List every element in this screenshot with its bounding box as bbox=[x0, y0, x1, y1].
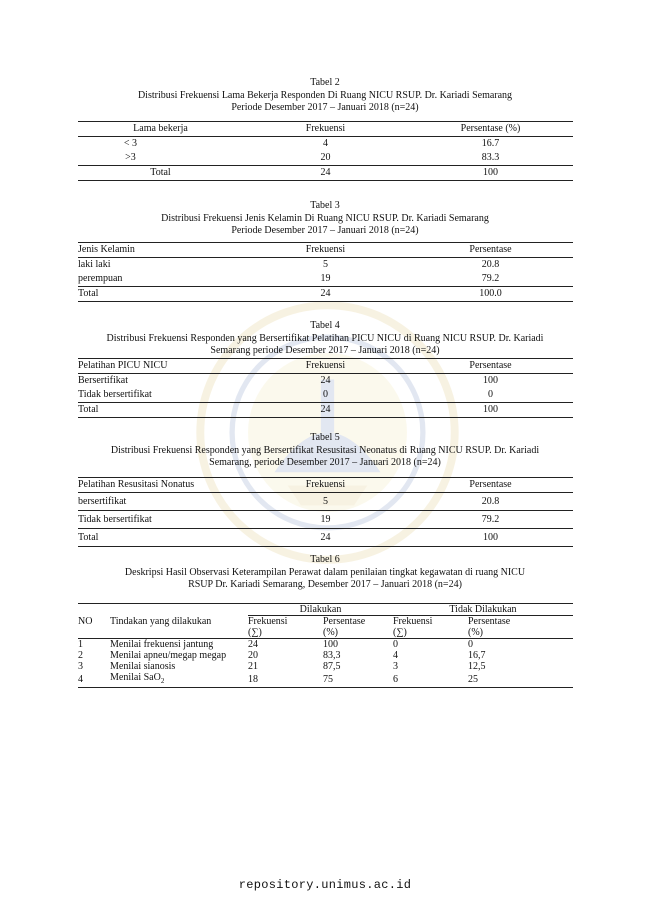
tabel6-caption-line2: RSUP Dr. Kariadi Semarang, Desember 2017 – Januari 2018 (n=24) bbox=[188, 579, 462, 590]
tabel4-caption-line1: Distribusi Frekuensi Responden yang Bersertifikat Pelatihan PICU NICU di Ruang NICU RSUP. Dr. Kariadi bbox=[106, 332, 544, 344]
header-cell: Lama bekerja bbox=[133, 123, 188, 134]
table-total-row bbox=[78, 166, 573, 181]
table-cell: 21 bbox=[248, 661, 258, 672]
table-group-header-row bbox=[78, 604, 573, 616]
table-cell: 20 bbox=[248, 650, 258, 661]
header-cell: Persentase bbox=[469, 244, 512, 255]
table-cell: 20 bbox=[320, 152, 331, 163]
table-total-row bbox=[78, 529, 573, 547]
tabel2-title: Tabel 2 bbox=[310, 77, 340, 88]
table-cell: 0 bbox=[488, 389, 493, 400]
header-cell: Persentase bbox=[469, 360, 512, 371]
tidak-dilakukan-header: Tidak Dilakukan bbox=[393, 604, 573, 616]
header-cell: Persentase bbox=[469, 479, 512, 490]
header-cell: Frekuensi bbox=[305, 479, 346, 490]
table-cell: Bersertifikat bbox=[78, 375, 128, 386]
table-cell: 6 bbox=[393, 674, 398, 685]
table-cell: bersertifikat bbox=[78, 495, 127, 507]
table-header-row bbox=[78, 359, 573, 374]
header-cell: (∑) bbox=[248, 627, 262, 638]
table-cell: 79.2 bbox=[481, 513, 500, 525]
tabel2-table bbox=[78, 121, 573, 181]
table-cell: 4 bbox=[78, 674, 83, 685]
tabel6-caption bbox=[70, 554, 580, 592]
table-cell: 0 bbox=[323, 389, 328, 400]
table-cell: 0 bbox=[393, 639, 398, 650]
table-header-row bbox=[78, 478, 573, 493]
table-row bbox=[78, 272, 573, 287]
table-cell: 100 bbox=[483, 531, 498, 543]
table-cell: Total bbox=[78, 404, 99, 415]
table-row bbox=[78, 151, 573, 166]
tabel4-table bbox=[78, 358, 573, 418]
table-cell: 3 bbox=[393, 661, 398, 672]
table-cell: 19 bbox=[320, 513, 331, 525]
table-row bbox=[78, 511, 573, 529]
tabel3-table bbox=[78, 242, 573, 302]
table-cell: 4 bbox=[323, 138, 328, 149]
table-header-row bbox=[78, 243, 573, 258]
table-cell: laki laki bbox=[78, 259, 111, 270]
table-cell: Total bbox=[78, 531, 99, 543]
table-header-row bbox=[78, 122, 573, 137]
table-cell: 100 bbox=[323, 639, 338, 650]
table-cell: 83.3 bbox=[481, 152, 500, 163]
table-row bbox=[78, 650, 573, 661]
tabel6-title: Tabel 6 bbox=[310, 554, 340, 565]
table-cell: 100.0 bbox=[479, 288, 502, 299]
table-cell: 20.8 bbox=[481, 259, 500, 270]
table-cell: 83,3 bbox=[323, 650, 341, 661]
table-cell: Menilai apneu/megap megap bbox=[110, 650, 227, 661]
no-header: NO bbox=[78, 615, 93, 627]
tabel3-caption-line2: Periode Desember 2017 – Januari 2018 (n=24) bbox=[231, 225, 419, 236]
tabel2-caption-line1: Distribusi Frekuensi Lama Bekerja Responden Di Ruang NICU RSUP. Dr. Kariadi Semarang bbox=[137, 89, 513, 101]
table-cell: < 3 bbox=[123, 138, 138, 149]
header-cell: Persentase (%) bbox=[460, 123, 521, 134]
table-row bbox=[78, 258, 573, 273]
table-cell: 75 bbox=[323, 674, 333, 685]
tabel5-title: Tabel 5 bbox=[310, 432, 340, 443]
tabel5-caption-line1: Distribusi Frekuensi Responden yang Bersertifikat Resusitasi Neonatus di Ruang NICU RSUP. Dr. Kariadi bbox=[110, 444, 540, 456]
header-cell: Pelatihan Resusitasi Nonatus bbox=[78, 479, 195, 490]
table-row bbox=[78, 672, 573, 688]
table-cell bbox=[110, 672, 248, 688]
header-cell: Frekuensi bbox=[305, 244, 346, 255]
table-row bbox=[78, 639, 573, 651]
table-cell: 5 bbox=[323, 259, 328, 270]
table-cell: Menilai frekuensi jantung bbox=[110, 639, 214, 650]
table-cell: Tidak bersertifikat bbox=[78, 389, 152, 400]
tindakan-header: Tindakan yang dilakukan bbox=[110, 615, 212, 627]
table-cell: 5 bbox=[323, 495, 328, 507]
tabel3-caption bbox=[70, 200, 580, 238]
table-cell: 100 bbox=[483, 404, 498, 415]
header-cell: Frekuensi bbox=[248, 616, 288, 627]
tabel2-caption bbox=[70, 77, 580, 115]
table-cell: 16,7 bbox=[468, 650, 486, 661]
tabel6-table bbox=[78, 603, 573, 688]
table-total-row bbox=[78, 403, 573, 418]
table-row bbox=[78, 493, 573, 511]
tabel5-caption bbox=[70, 432, 580, 470]
header-cell: Frekuensi bbox=[305, 123, 346, 134]
table-row bbox=[78, 374, 573, 389]
tabel4-caption bbox=[70, 320, 580, 358]
table-cell: 25 bbox=[468, 674, 478, 685]
table-cell: 4 bbox=[393, 650, 398, 661]
table-cell: 24 bbox=[320, 404, 331, 415]
sao-subscript: 2 bbox=[160, 677, 165, 685]
table-cell: 19 bbox=[320, 273, 331, 284]
tabel4-title: Tabel 4 bbox=[310, 320, 340, 331]
table-cell: >3 bbox=[125, 152, 136, 163]
tabel6-caption-line1: Deskripsi Hasil Observasi Keterampilan Perawat dalam penilaian tingkat kegawatan di ruang NICU bbox=[124, 566, 526, 578]
table-cell: 20.8 bbox=[481, 495, 500, 507]
table-cell: 1 bbox=[78, 639, 83, 650]
table-cell: 24 bbox=[320, 288, 331, 299]
header-cell: (%) bbox=[323, 627, 338, 638]
header-cell: Persentase bbox=[323, 616, 366, 627]
table-cell: 100 bbox=[483, 375, 498, 386]
table-cell: Total bbox=[150, 167, 171, 178]
dilakukan-header: Dilakukan bbox=[248, 604, 393, 616]
header-cell: Pelatihan PICU NICU bbox=[78, 360, 168, 371]
header-cell: Frekuensi bbox=[305, 360, 346, 371]
tabel3-title: Tabel 3 bbox=[310, 200, 340, 211]
table-total-row bbox=[78, 287, 573, 302]
table-cell: 3 bbox=[78, 661, 83, 672]
header-cell: (%) bbox=[468, 627, 483, 638]
table-cell: 12,5 bbox=[468, 661, 486, 672]
tabel5-caption-line2: Semarang, periode Desember 2017 – Januari 2018 (n=24) bbox=[209, 457, 441, 468]
tabel5-table bbox=[78, 477, 573, 547]
table-cell: 24 bbox=[248, 639, 258, 650]
table-row bbox=[78, 137, 573, 152]
table-cell: 24 bbox=[320, 167, 331, 178]
table-cell: Total bbox=[78, 288, 99, 299]
tabel2-caption-line2: Periode Desember 2017 – Januari 2018 (n=24) bbox=[231, 102, 419, 113]
table-cell: 100 bbox=[483, 167, 498, 178]
table-cell: 0 bbox=[468, 639, 473, 650]
table-cell: 79.2 bbox=[481, 273, 500, 284]
table-cell: 24 bbox=[320, 531, 331, 543]
tabel4-caption-line2: Semarang periode Desember 2017 – Januari 2018 (n=24) bbox=[210, 345, 440, 356]
table-cell: 16.7 bbox=[481, 138, 500, 149]
table-row bbox=[78, 388, 573, 403]
header-cell: Persentase bbox=[468, 616, 511, 627]
table-row bbox=[78, 661, 573, 672]
sao-label: Menilai SaO bbox=[110, 672, 161, 683]
table-cell: Menilai sianosis bbox=[110, 661, 176, 672]
table-cell: 24 bbox=[320, 375, 331, 386]
table-cell: 18 bbox=[248, 674, 258, 685]
header-cell: Frekuensi bbox=[393, 616, 433, 627]
header-cell: Jenis Kelamin bbox=[78, 244, 135, 255]
table-cell: perempuan bbox=[78, 273, 123, 284]
table-cell: 87,5 bbox=[323, 661, 341, 672]
header-cell: (∑) bbox=[393, 627, 407, 638]
table-cell: 2 bbox=[78, 650, 83, 661]
repository-footer: repository.unimus.ac.id bbox=[238, 878, 412, 892]
tabel3-caption-line1: Distribusi Frekuensi Jenis Kelamin Di Ruang NICU RSUP. Dr. Kariadi Semarang bbox=[161, 212, 489, 224]
table-cell: Tidak bersertifikat bbox=[78, 513, 152, 525]
